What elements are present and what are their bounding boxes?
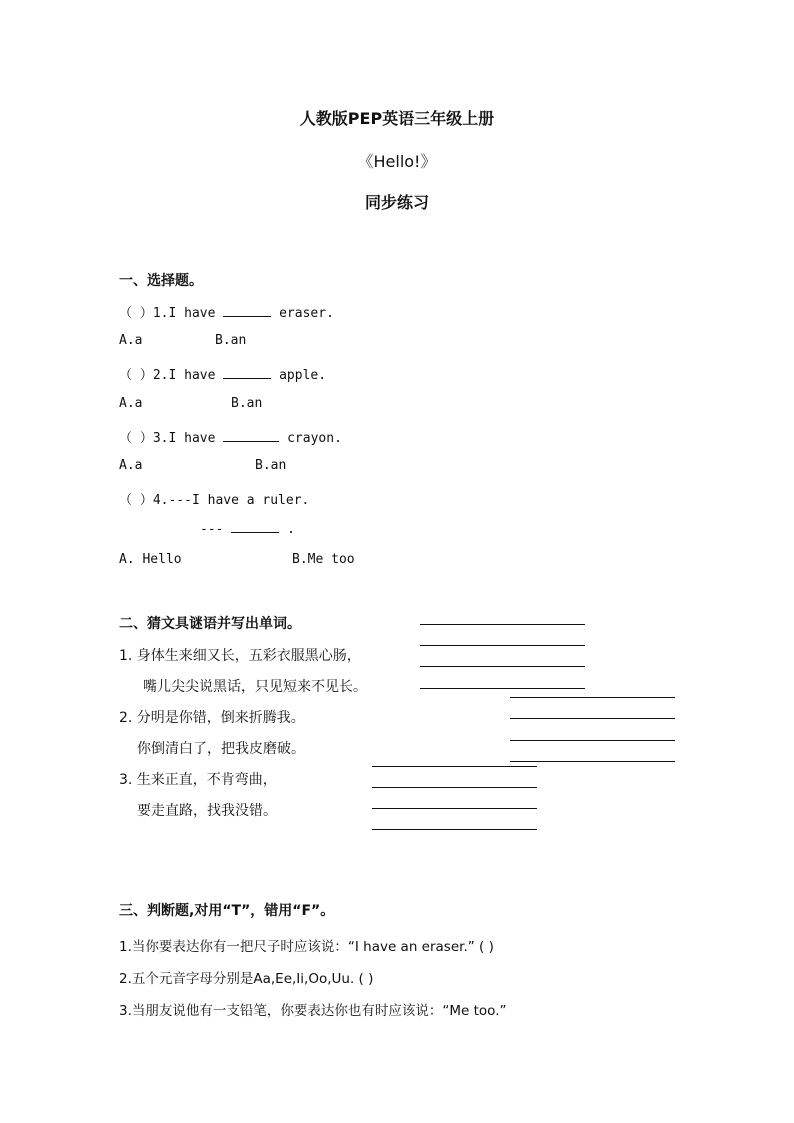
answer-paren: （ ） <box>119 431 153 446</box>
fill-blank[interactable] <box>223 366 271 379</box>
writing-line[interactable] <box>510 718 675 719</box>
option-b: B.an <box>215 333 247 348</box>
writing-line[interactable] <box>372 766 537 767</box>
option-a: A. Hello <box>119 552 182 567</box>
writing-line[interactable] <box>510 740 675 741</box>
option-a: A.a <box>119 333 143 348</box>
option-b: B.an <box>255 458 287 473</box>
option-b: B.an <box>231 396 263 411</box>
riddle-3-line-1: 3. 生来正直，不肯弯曲， <box>119 772 277 788</box>
writing-line[interactable] <box>372 829 537 830</box>
riddle-2-line-1: 2. 分明是你错，倒来折腾我。 <box>119 710 305 726</box>
answer-paren: （ ） <box>119 368 153 383</box>
question-2: （ ）2.I have apple. <box>119 368 327 383</box>
question-4-reply: --- . <box>200 522 295 537</box>
fill-blank[interactable] <box>223 304 271 317</box>
writing-line[interactable] <box>372 787 537 788</box>
lesson-title: 《Hello!》 <box>357 152 437 171</box>
writing-line[interactable] <box>510 697 675 698</box>
writing-line[interactable] <box>372 808 537 809</box>
option-b: B.Me too <box>292 552 355 567</box>
riddle-2-line-2: 你倒清白了，把我皮磨破。 <box>137 741 305 757</box>
riddle-1-line-2: 嘴儿尖尖说黑话，只见短来不见长。 <box>143 679 367 695</box>
section-2-heading: 二、猜文具谜语并写出单词。 <box>119 616 301 632</box>
answer-paren: （ ） <box>119 493 153 508</box>
riddle-3-line-2: 要走直路，找我没错。 <box>137 803 277 819</box>
writing-line[interactable] <box>420 666 585 667</box>
question-4: （ ）4.---I have a ruler. <box>119 493 310 508</box>
writing-line[interactable] <box>510 761 675 762</box>
option-a: A.a <box>119 396 143 411</box>
page-subtitle: 同步练习 <box>364 193 429 212</box>
writing-line[interactable] <box>420 688 585 689</box>
writing-line[interactable] <box>420 624 585 625</box>
writing-line[interactable] <box>420 645 585 646</box>
page-title: 人教版PEP英语三年级上册 <box>299 109 495 128</box>
answer-paren: （ ） <box>119 306 153 321</box>
section-1-heading: 一、选择题。 <box>119 273 203 289</box>
question-3: （ ）3.I have crayon. <box>119 431 342 446</box>
judgement-2: 2.五个元音字母分别是Aa,Ee,Ii,Oo,Uu. ( ) <box>119 971 374 987</box>
fill-blank[interactable] <box>223 429 279 442</box>
judgement-1: 1.当你要表达你有一把尺子时应该说：“I have an eraser.” ( ) <box>119 939 494 955</box>
judgement-3: 3.当朋友说他有一支铅笔，你要表达你也有时应该说：“Me too.” <box>119 1003 507 1019</box>
section-3-heading: 三、判断题,对用“T”，错用“F”。 <box>119 903 335 919</box>
question-1: （ ）1.I have eraser. <box>119 306 334 321</box>
riddle-1-line-1: 1. 身体生来细又长，五彩衣服黑心肠， <box>119 648 361 664</box>
fill-blank[interactable] <box>231 520 279 533</box>
option-a: A.a <box>119 458 143 473</box>
